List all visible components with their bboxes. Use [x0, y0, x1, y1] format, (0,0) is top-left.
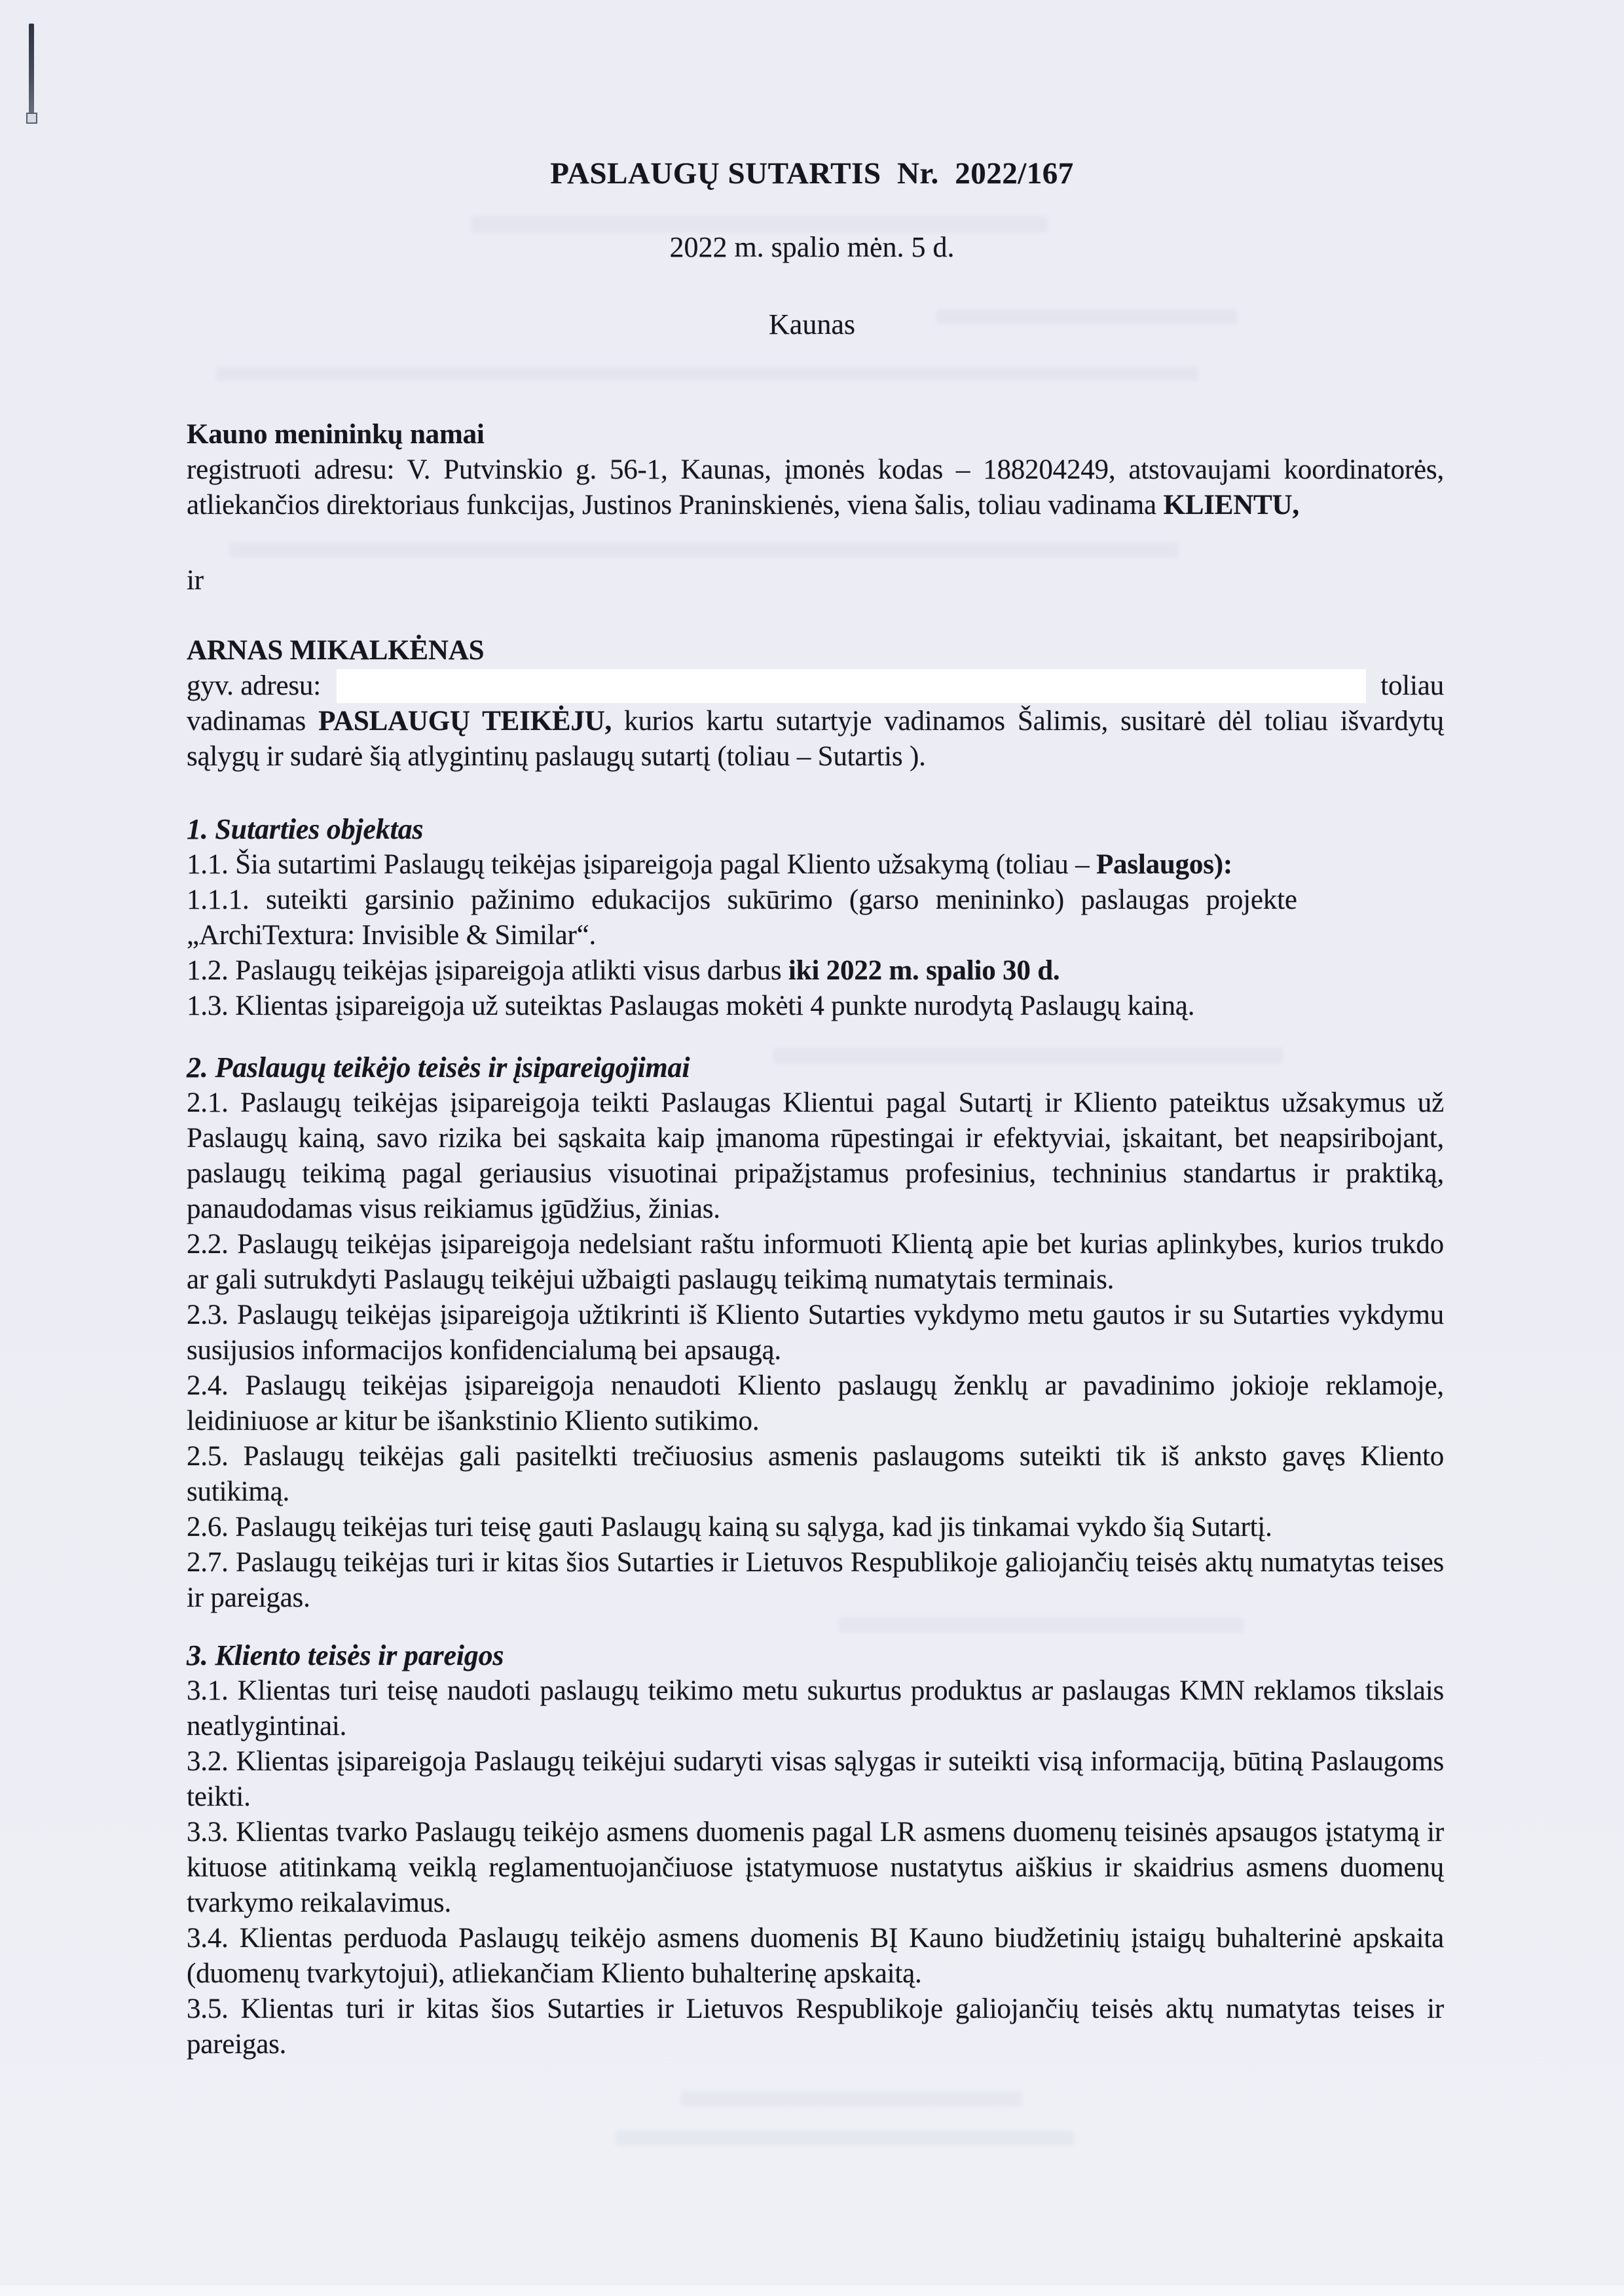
paragraph: 2.7. Paslaugų teikėjas turi ir kitas šios Sutarties ir Lietuvos Respublikoje galiojančių teisės aktų numatytas teises ir pareigas. [187, 1547, 1444, 1613]
conjunction-ir: ir [187, 565, 204, 596]
contract-title: PASLAUGŲ SUTARTIS Nr. 2022/167 [550, 156, 1074, 191]
section-kliento-teises [187, 1638, 1444, 2062]
section-paragraphs [187, 1673, 1444, 2062]
section-heading: 1. Sutarties objektas [187, 813, 424, 845]
section-paragraphs [187, 1085, 1444, 1616]
contract-body [187, 812, 1444, 2062]
section-heading: 2. Paslaugų teikėjo teisės ir įsipareigojimai [187, 1051, 690, 1084]
paragraph: 2.5. Paslaugų teikėjas gali pasitelkti trečiuosius asmenis paslaugoms suteikti tik iš anksto gavęs Kliento sutikimą. [187, 1441, 1444, 1507]
staple-mark [29, 24, 34, 115]
paragraph: 3.1. Klientas turi teisę naudoti paslaugų teikimo metu sukurtus produktus ar paslaugas KMN reklamos tikslais neatlygintinai. [187, 1675, 1444, 1741]
paragraph: 3.5. Klientas turi ir kitas šios Sutarties ir Lietuvos Respublikoje galiojančių teisės aktų numatytas teises ir pareigas. [187, 1994, 1444, 2060]
provider-intro: vadinamas PASLAUGŲ TEIKĖJU, kurios kartu sutartyje vadinamos Šalimis, susitarė dėl toliau išvardytų sąlygų ir sudarė šią atlygintinų paslaugų sutartį (toliau – Sutartis ). [187, 706, 1444, 772]
section-paragraphs [187, 847, 1444, 1024]
staple-mark-cap [26, 113, 37, 124]
paragraph: 2.3. Paslaugų teikėjas įsipareigoja užtikrinti iš Kliento Sutarties vykdymo metu gautos ir su Sutarties vykdymu susijusios informacijos konfidencialumą bei apsaugą. [187, 1300, 1444, 1366]
paragraph: 1.1.1. suteikti garsinio pažinimo edukacijos sukūrimo (garso menininko) paslaugas projekte „ArchiTextura: Invisible & Similar“. [187, 884, 1297, 951]
paragraph: 1.2. Paslaugų teikėjas įsipareigoja atlikti visus darbus iki 2022 m. spalio 30 d. [187, 955, 1060, 986]
section-sutarties-objektas [187, 812, 1444, 1024]
paragraph: 2.1. Paslaugų teikėjas įsipareigoja teikti Paslaugas Klientui pagal Sutartį ir Kliento pateiktus užsakymus už Paslaugų kainą, savo rizika bei sąskaita kaip įmanoma rūpestingai ir efektyviai, įskaitant, bet neapsiribojant, paslaugų teikimą pagal geriausius visuotinai pripažįstamus profesinius, techninius standartus ir praktiką, panaudodamas visus reikiamus įgūdžius, žinias. [187, 1087, 1444, 1224]
paragraph: 2.6. Paslaugų teikėjas turi teisę gauti Paslaugų kainą su sąlyga, kad jis tinkamai vykdo šią Sutartį. [187, 1512, 1272, 1542]
paragraph: 2.2. Paslaugų teikėjas įsipareigoja nedelsiant raštu informuoti Klientą apie bet kurias aplinkybes, kurios trukdo ar gali sutrukdyti Paslaugų teikėjui užbaigti paslaugų teikimą numatytais terminais. [187, 1229, 1444, 1295]
paragraph: 3.3. Klientas tvarko Paslaugų teikėjo asmens duomenis pagal LR asmens duomenų teisinės apsaugos įstatymą ir kituose atitinkamą veiklą reglamentuojančiuose įstatymuose nustatytus aiškius ir skaidrius asmens duomenų tvarkymo reikalavimus. [187, 1817, 1444, 1918]
address-label: gyv. adresu: [187, 670, 321, 701]
section-teikejo-teises [187, 1050, 1444, 1616]
client-details: registruoti adresu: V. Putvinskio g. 56-1, Kaunas, įmonės kodas – 188204249, atstovaujami koordinatorės, atliekančios direktoriaus funkcijas, Justinos Praninskienės, viena šalis, toliau vadinama KLIENTU, [187, 454, 1444, 520]
redaction-box [337, 669, 1366, 703]
client-name: Kauno menininkų namai [187, 419, 485, 450]
paragraph: 1.3. Klientas įsipareigoja už suteiktas Paslaugas mokėti 4 punkte nurodytą Paslaugų kainą. [187, 991, 1195, 1021]
contract-city: Kaunas [769, 308, 855, 340]
paragraph: 2.4. Paslaugų teikėjas įsipareigoja nenaudoti Kliento paslaugų ženklų ar pavadinimo jokioje reklamoje, leidiniuose ar kitur be išankstinio Kliento sutikimo. [187, 1370, 1444, 1436]
paragraph: 1.1. Šia sutartimi Paslaugų teikėjas įsipareigoja pagal Kliento užsakymą (toliau – Paslaugos): [187, 849, 1232, 880]
paragraph: 3.4. Klientas perduoda Paslaugų teikėjo asmens duomenis BĮ Kauno biudžetinių įstaigų buhalterinė apskaita (duomenų tvarkytojui), atliekančiam Kliento buhalterinę apskaitą. [187, 1923, 1444, 1989]
bleedthrough-artifact [616, 2131, 1074, 2145]
bleedthrough-artifact [216, 367, 1198, 381]
provider-name: ARNAS MIKALKĖNAS [187, 635, 485, 666]
address-suffix: toliau [1380, 670, 1444, 701]
bleedthrough-artifact [681, 2092, 1022, 2106]
paragraph: 3.2. Klientas įsipareigoja Paslaugų teikėjui sudaryti visas sąlygas ir suteikti visą informaciją, būtiną Paslaugoms teikti. [187, 1746, 1444, 1812]
contract-date: 2022 m. spalio mėn. 5 d. [669, 231, 955, 263]
scan-edge-artifact [0, 2286, 1624, 2296]
address-line [187, 668, 1444, 704]
section-heading: 3. Kliento teisės ir pareigos [187, 1639, 504, 1671]
parties-intro [187, 417, 1444, 774]
